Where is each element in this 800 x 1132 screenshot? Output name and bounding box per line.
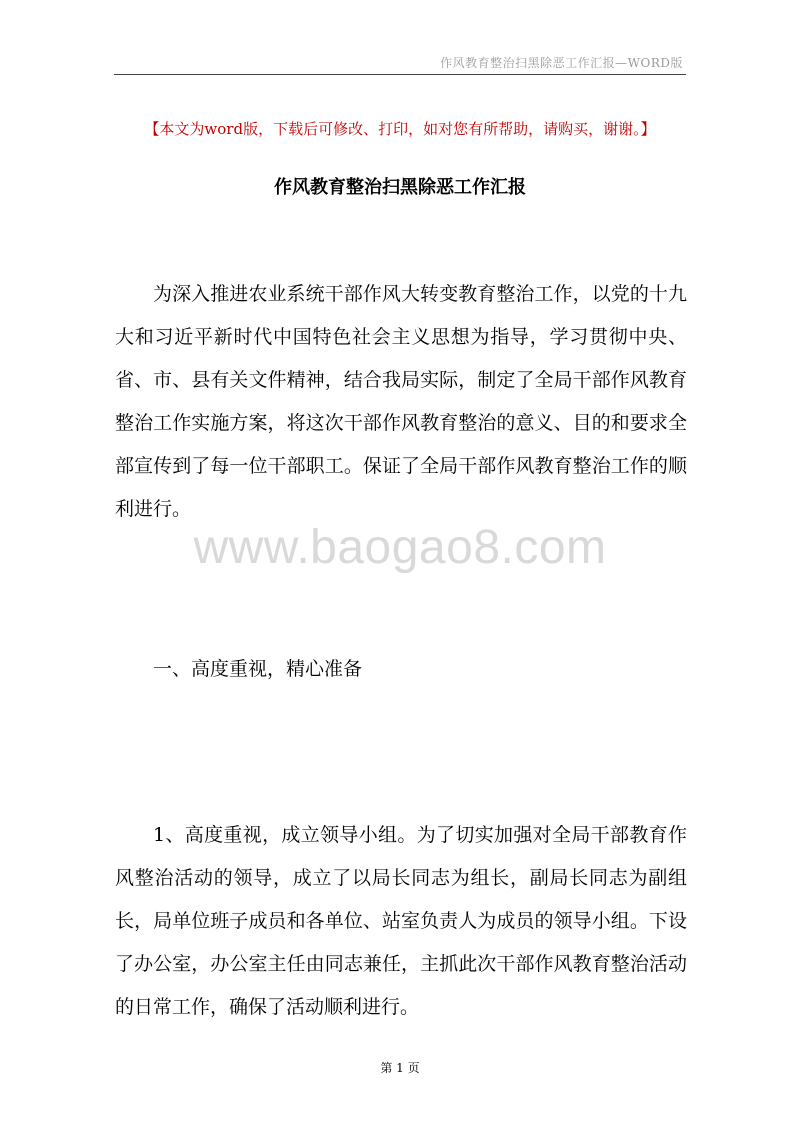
header-divider — [114, 74, 686, 75]
body-paragraph: 1、高度重视，成立领导小组。为了切实加强对全局干部教育作风整治活动的领导，成立了以局长同志为组长，副局长同志为副组长，局单位班子成员和各单位、站室负责人为成员的领导小组。下设了办公室，办公室主任由同志兼任，主抓此次干部作风教育整治活动的日常工作，确保了活动顺利进行。 — [115, 824, 687, 1018]
watermark: www.baogao8.com — [193, 521, 607, 574]
page-number: 第 1 页 — [380, 1061, 420, 1075]
section-heading: 一、高度重视，精心准备 — [153, 658, 363, 680]
document-title: 作风教育整治扫黑除恶工作汇报 — [274, 177, 526, 198]
intro-paragraph: 为深入推进农业系统干部作风大转变教育整治工作，以党的十九大和习近平新时代中国特色社会主义思想为指导，学习贯彻中央、省、市、县有关文件精神，结合我局实际，制定了全局干部作风教育整治工作实施方案，将这次干部作风教育整治的意义、目的和要求全部宣传到了每一位干部职工。保证了全局干部作风教育整治工作的顺利进行。 — [115, 283, 687, 520]
download-notice: 【本文为word版，下载后可修改、打印，如对您有所帮助，请购买，谢谢。】 — [144, 120, 656, 138]
running-header: 作风教育整治扫黑除恶工作汇报—WORD版 — [440, 56, 683, 70]
